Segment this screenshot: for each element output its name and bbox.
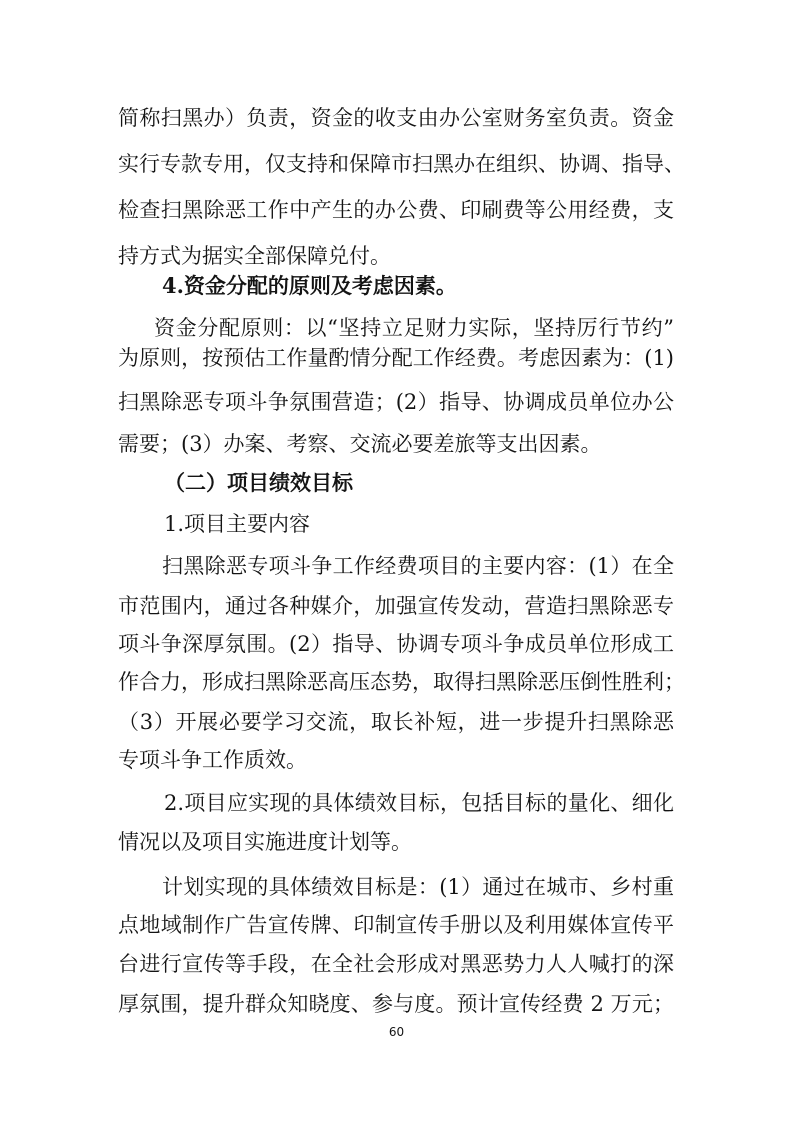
body-text-line: 需要；(3）办案、考察、交流必要差旅等支出因素。 <box>118 432 602 456</box>
body-text-line: 扫黑除恶专项斗争氛围营造；(2）指导、协调成员单位办公 <box>118 390 674 414</box>
body-text-line: （3）开展必要学习交流，取长补短，进一步提升扫黑除恶 <box>118 710 674 734</box>
section-heading: （二）项目绩效目标 <box>164 470 353 495</box>
section-heading: 4.资金分配的原则及考虑因素。 <box>162 273 457 298</box>
body-text-line: 作合力，形成扫黑除恶高压态势，取得扫黑除恶压倒性胜利； <box>118 670 685 694</box>
body-text-line: 检查扫黑除恶工作中产生的办公费、印刷费等公用经费，支 <box>118 198 674 222</box>
body-text-line: 为原则，按预估工作量酌情分配工作经费。考虑因素为：(1) <box>118 346 674 370</box>
body-text-line: 计划实现的具体绩效目标是：(1）通过在城市、乡村重 <box>162 875 674 899</box>
body-text-line: 情况以及项目实施进度计划等。 <box>118 830 412 854</box>
body-text-line: 实行专款专用，仅支持和保障市扫黑办在组织、协调、指导、 <box>118 152 685 176</box>
body-text-line: 扫黑除恶专项斗争工作经费项目的主要内容：(1）在全 <box>162 554 674 578</box>
body-text-line: 简称扫黑办）负责，资金的收支由办公室财务室负责。资金 <box>118 106 674 130</box>
body-text-line: 市范围内，通过各种媒介，加强宣传发动，营造扫黑除恶专 <box>118 594 674 618</box>
subsection-heading: 1.项目主要内容 <box>164 512 311 536</box>
body-text-line: 台进行宣传等手段，在全社会形成对黑恶势力人人喊打的深 <box>118 952 674 976</box>
body-text-line: 项斗争深厚氛围。(2）指导、协调专项斗争成员单位形成工 <box>118 632 674 656</box>
body-text-line: 专项斗争工作质效。 <box>118 748 307 772</box>
body-text-line: 2.项目应实现的具体绩效目标，包括目标的量化、细化 <box>164 791 674 815</box>
body-text-line: 资金分配原则：以“坚持立足财力实际，坚持厉行节约” <box>154 316 674 340</box>
body-text-line: 厚氛围，提升群众知晓度、参与度。预计宣传经费 2 万元； <box>118 992 674 1016</box>
body-text-line: 持方式为据实全部保障兑付。 <box>118 244 391 268</box>
page-number: 60 <box>388 1025 405 1039</box>
body-text-line: 点地域制作广告宣传牌、印制宣传手册以及利用媒体宣传平 <box>118 913 674 937</box>
